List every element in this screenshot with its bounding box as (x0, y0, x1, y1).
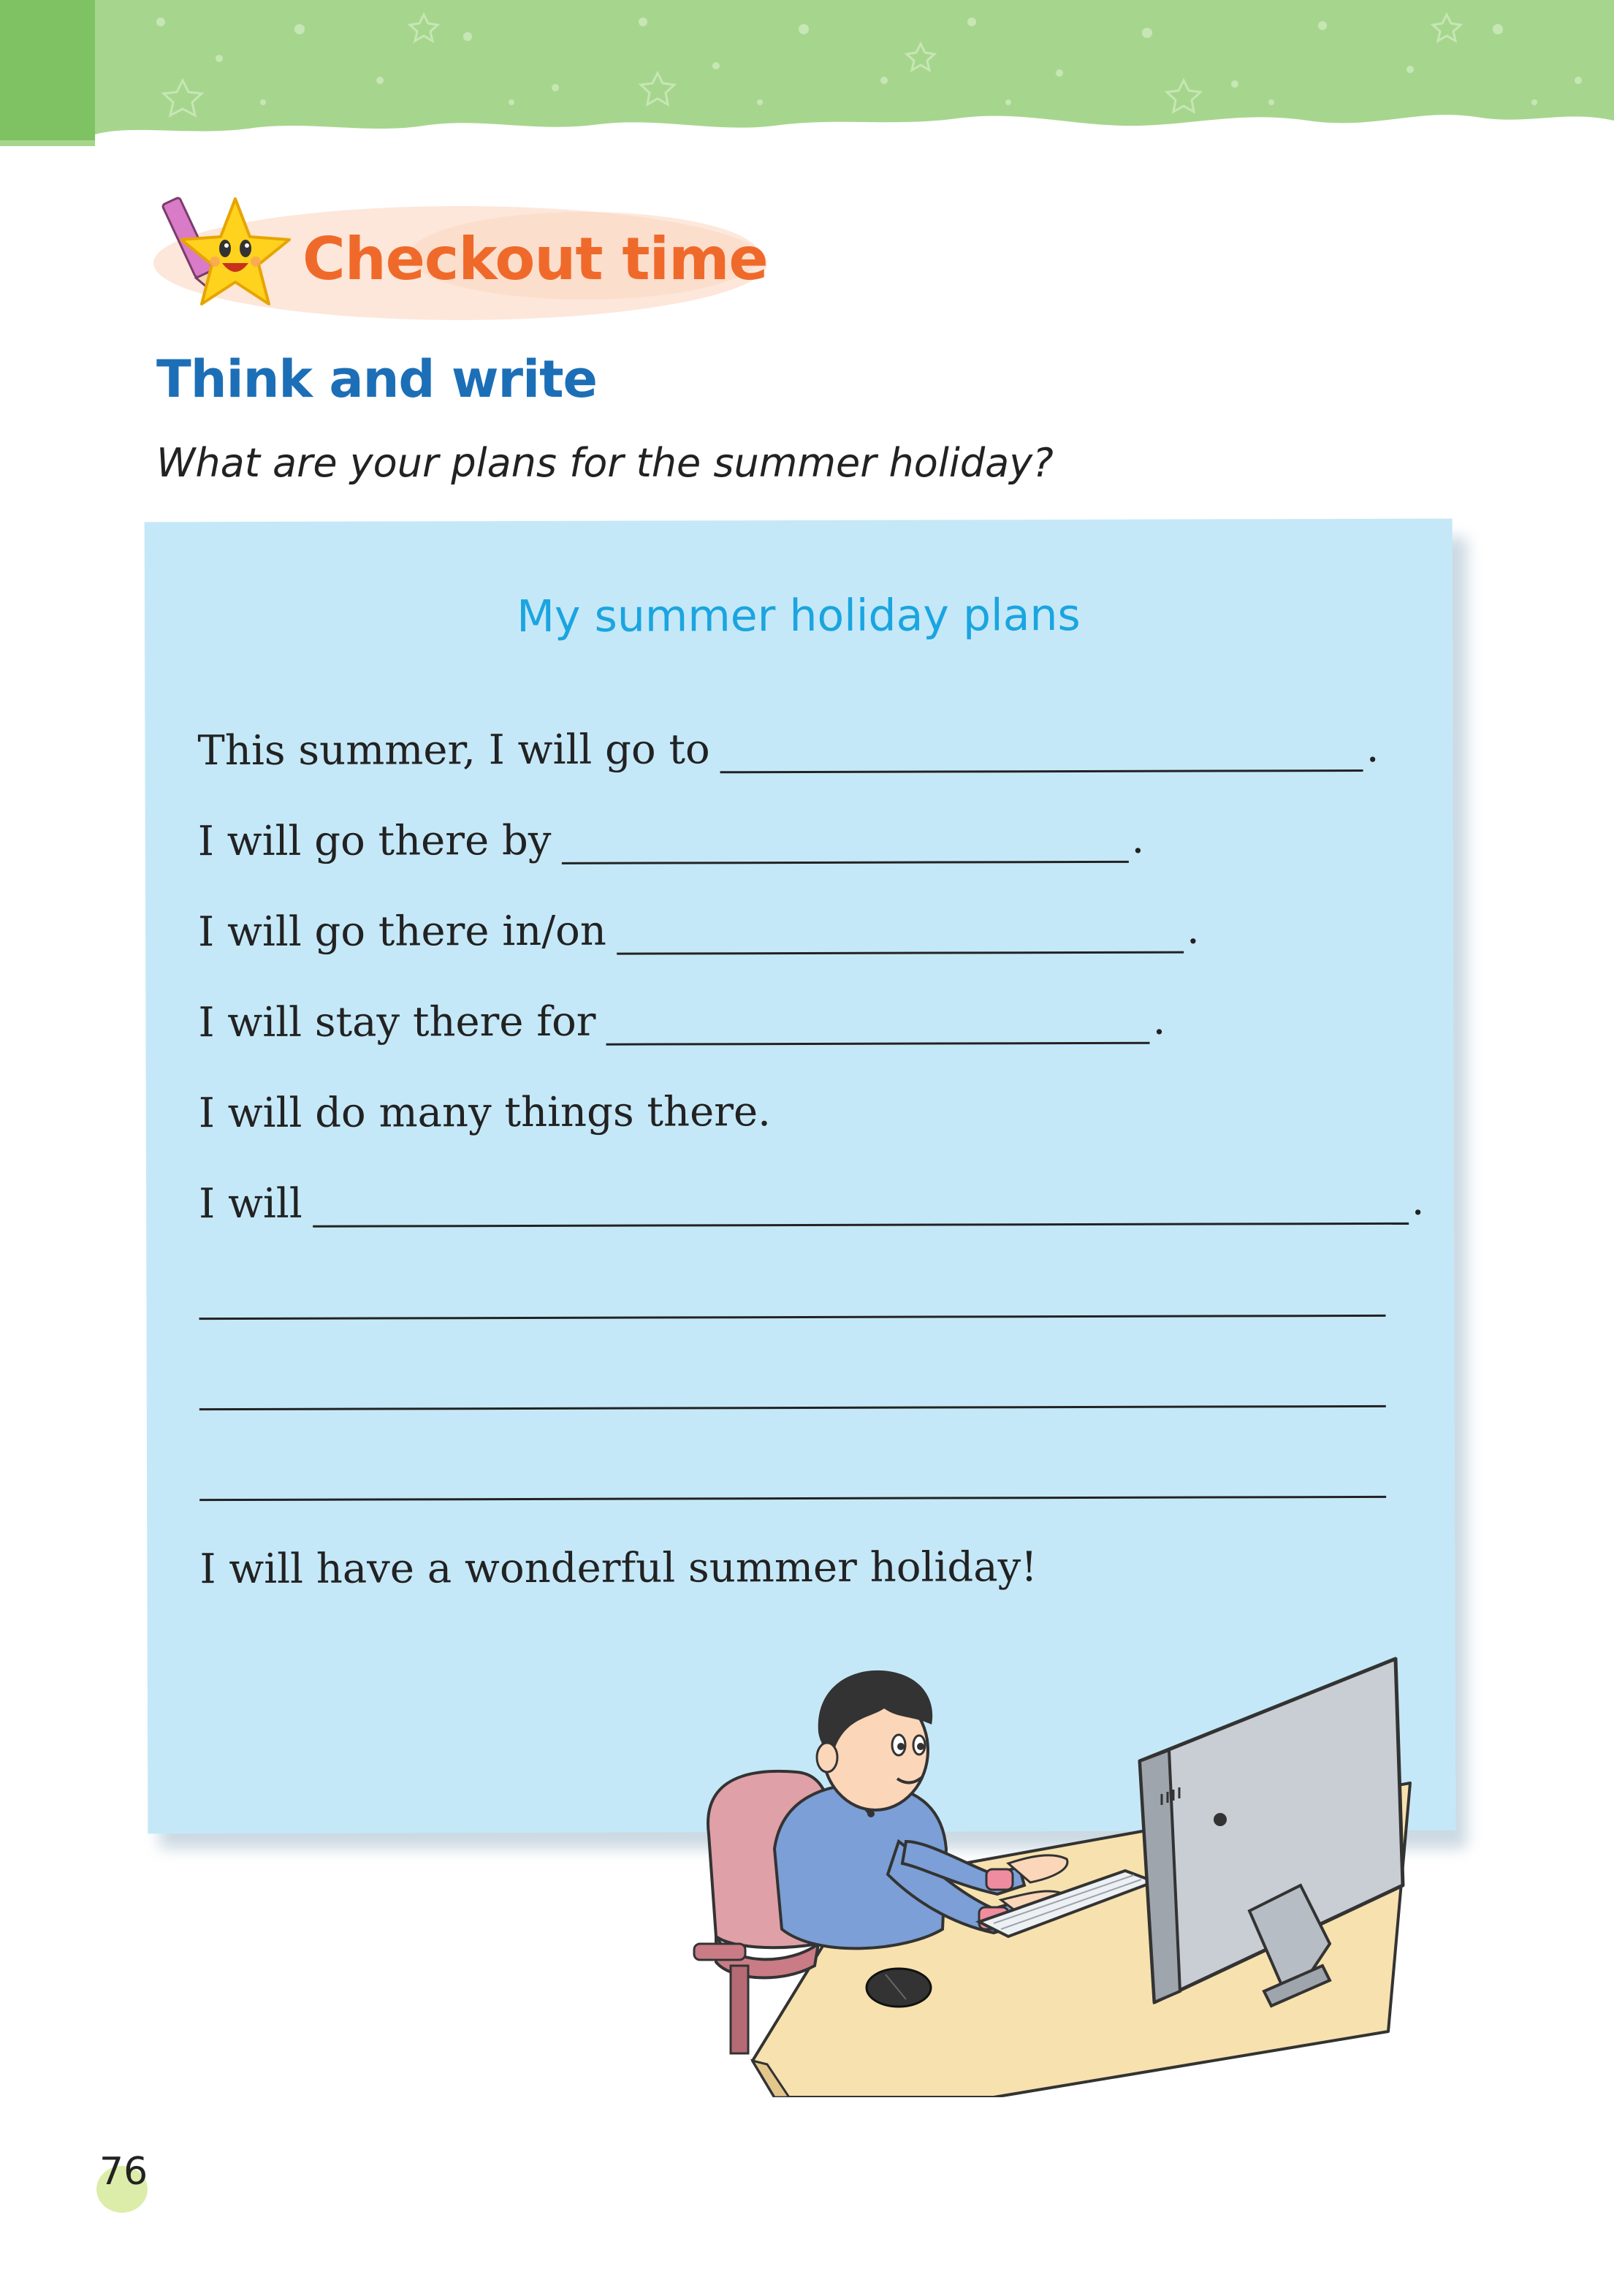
line-prompt: This summer, I will go to (197, 726, 710, 775)
line-end: . (1152, 996, 1166, 1044)
writing-line (199, 1440, 1398, 1501)
writing-line (198, 985, 1396, 1046)
line-prompt: I will stay there for (198, 997, 596, 1047)
line-prompt: I will go there in/on (198, 907, 607, 957)
boy-at-computer-illustration (687, 1622, 1417, 2097)
answer-blank[interactable] (313, 1182, 1409, 1228)
star-mascot-icon (153, 183, 300, 329)
banner-graphic (0, 0, 1614, 146)
writing-line (199, 1166, 1425, 1228)
answer-blank[interactable] (199, 1364, 1386, 1410)
writing-line (199, 1258, 1397, 1320)
line-end: . (1366, 723, 1379, 772)
writing-line (199, 1532, 1398, 1593)
answer-blank[interactable] (199, 1274, 1385, 1320)
writing-line (199, 1076, 1397, 1137)
line-prompt: I will (199, 1179, 302, 1228)
answer-blank[interactable] (199, 1455, 1386, 1501)
section-heading (146, 183, 804, 329)
page-number-text: 76 (99, 2150, 148, 2194)
answer-blank[interactable] (561, 820, 1128, 864)
card-title: My summer holiday plans (517, 589, 1081, 643)
line-end: . (1131, 815, 1145, 863)
page-number (99, 2150, 158, 2208)
writing-line (198, 894, 1396, 956)
writing-line (197, 713, 1396, 775)
answer-blank[interactable] (617, 911, 1184, 955)
section-title: Checkout time (302, 225, 768, 293)
line-end: . (1186, 905, 1200, 954)
answer-blank[interactable] (606, 1001, 1149, 1046)
line-prompt: I will do many things there. (198, 1088, 771, 1138)
line-end: . (1411, 1176, 1425, 1225)
writing-line (199, 1349, 1398, 1410)
line-prompt: I will have a wonderful summer holiday! (199, 1543, 1038, 1594)
answer-blank[interactable] (720, 729, 1363, 773)
writing-line (198, 804, 1396, 865)
top-banner (0, 0, 1614, 146)
activity-prompt: What are your plans for the summer holiday? (156, 440, 1054, 486)
activity-title: Think and write (156, 349, 598, 409)
line-prompt: I will go there by (197, 816, 552, 866)
